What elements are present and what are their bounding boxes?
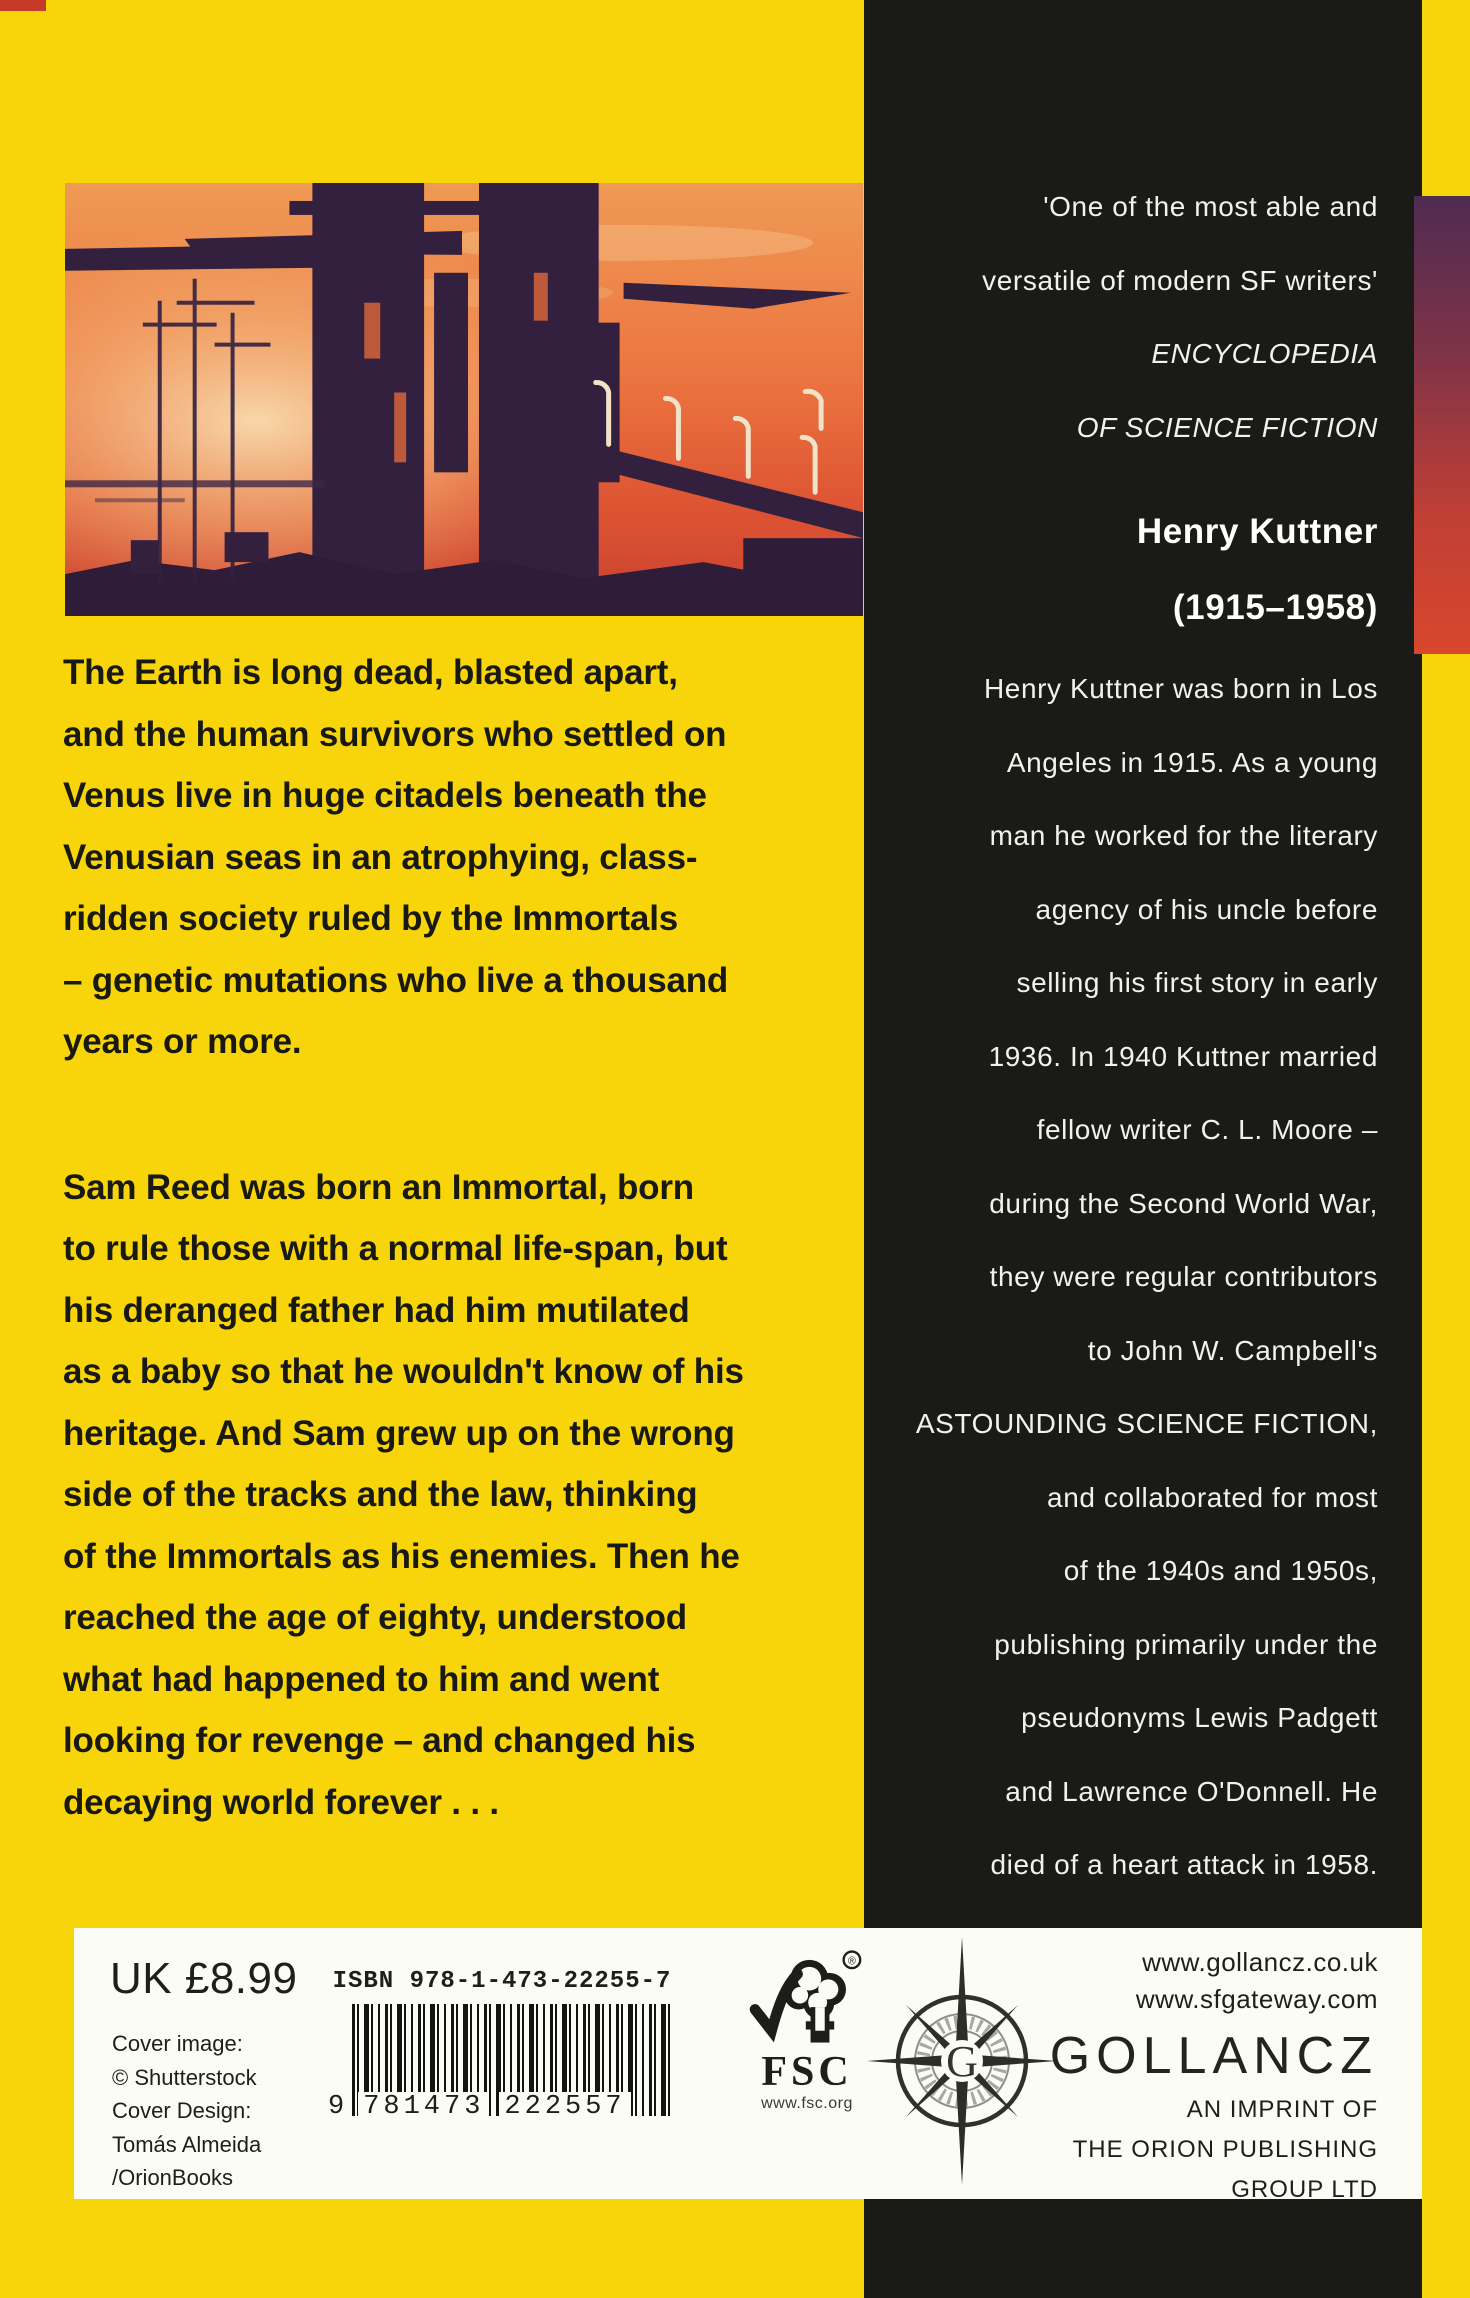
blurb-paragraph-2 bbox=[63, 1157, 868, 1834]
author-bio-line: publishing primarily under the bbox=[994, 1628, 1378, 1660]
blurb-line: ridden society ruled by the Immortals bbox=[63, 899, 678, 938]
registered-mark: ® bbox=[847, 1955, 856, 1968]
author-bio-line: and collaborated for most bbox=[1047, 1481, 1378, 1513]
spine-color-block bbox=[1414, 196, 1470, 654]
review-quote-line: 'One of the most able and bbox=[1043, 191, 1378, 222]
author-bio-line: during the Second World War, bbox=[989, 1187, 1378, 1219]
blurb-line: and the human survivors who settled on bbox=[63, 714, 727, 754]
footer-strip bbox=[74, 1928, 1422, 2203]
fsc-label: FSC bbox=[761, 2049, 853, 2095]
author-years: (1915–1958) bbox=[1172, 588, 1378, 627]
author-name: Henry Kuttner bbox=[1136, 512, 1378, 551]
barcode-digit-group: 222557 bbox=[499, 2092, 630, 2122]
barcode-digits bbox=[326, 2092, 631, 2122]
cover-credits bbox=[112, 2027, 261, 2195]
author-bio-line: died of a heart attack in 1958. bbox=[990, 1849, 1378, 1880]
blurb-line: his deranged father had him mutilated bbox=[63, 1290, 690, 1330]
gollancz-compass-icon bbox=[857, 1932, 1067, 2190]
author-bio-line: fellow writer C. L. Moore – bbox=[1036, 1114, 1378, 1145]
blurb-line: heritage. And Sam grew up on the wrong bbox=[63, 1413, 735, 1453]
blurb-line: Sam Reed was born an Immortal, born bbox=[63, 1167, 694, 1207]
review-quote-line: versatile of modern SF writers' bbox=[982, 264, 1378, 296]
back-cover-blurb bbox=[63, 642, 868, 1833]
credit-line: © Shutterstock bbox=[112, 2064, 257, 2090]
author-bio-line: selling his first story in early bbox=[1016, 967, 1378, 998]
barcode-digit-group: 781473 bbox=[358, 2092, 489, 2122]
blurb-paragraph-1 bbox=[63, 642, 868, 1073]
quote-source-line: ENCYCLOPEDIA bbox=[1151, 338, 1378, 369]
publisher-websites bbox=[1050, 1944, 1378, 2018]
review-quote bbox=[870, 170, 1378, 317]
author-bio-line: ASTOUNDING SCIENCE FICTION, bbox=[915, 1408, 1378, 1439]
blurb-line: decaying world forever . . . bbox=[63, 1782, 499, 1822]
publisher-website: www.sfgateway.com bbox=[1135, 1984, 1378, 2014]
review-quote-source bbox=[870, 317, 1378, 464]
publisher-block bbox=[1050, 1944, 1378, 2210]
barcode-digit-group: 9 bbox=[328, 2092, 349, 2122]
blurb-line: side of the tracks and the law, thinking bbox=[63, 1475, 698, 1514]
author-bio-line: man he worked for the literary bbox=[989, 820, 1378, 851]
cover-artwork bbox=[65, 183, 863, 616]
isbn-block bbox=[326, 1968, 678, 2138]
credit-line: Cover Design: bbox=[112, 2098, 252, 2123]
blurb-line: Venus live in huge citadels beneath the bbox=[63, 776, 707, 815]
sunset-cityscape-illustration bbox=[65, 183, 863, 616]
credit-line: Tomás Almeida bbox=[112, 2131, 262, 2157]
blurb-line: to rule those with a normal life-span, but bbox=[63, 1229, 728, 1268]
blurb-line: looking for revenge – and changed his bbox=[63, 1721, 696, 1760]
blurb-line: reached the age of eighty, understood bbox=[63, 1598, 687, 1637]
credit-line: Cover image: bbox=[112, 2031, 243, 2056]
author-bio-line: pseudonyms Lewis Padgett bbox=[1021, 1702, 1378, 1733]
price-label: UK £8.99 bbox=[110, 1954, 298, 2003]
author-bio-line: to John W. Campbell's bbox=[1087, 1334, 1378, 1366]
imprint-line: AN IMPRINT OF bbox=[1186, 2096, 1378, 2123]
author-heading bbox=[870, 494, 1378, 646]
gollancz-logotype: GOLLANCZ bbox=[1049, 2027, 1378, 2085]
author-bio-line: they were regular contributors bbox=[989, 1261, 1378, 1292]
blurb-line: years or more. bbox=[63, 1022, 302, 1061]
author-bio-line: Angeles in 1915. As a young bbox=[1006, 746, 1378, 778]
author-bio-line: 1936. In 1940 Kuttner married bbox=[988, 1040, 1378, 1072]
publisher-website: www.gollancz.co.uk bbox=[1142, 1947, 1378, 1977]
author-bio bbox=[870, 652, 1378, 1902]
blurb-line: Venusian seas in an atrophying, class- bbox=[63, 837, 698, 877]
credit-line: /OrionBooks bbox=[112, 2165, 234, 2190]
fsc-url: www.fsc.org bbox=[761, 2095, 853, 2112]
isbn-label: ISBN 978-1-473-22255-7 bbox=[332, 1968, 672, 1995]
fsc-tree-icon bbox=[747, 1948, 867, 2052]
author-bio-line: agency of his uncle before bbox=[1035, 893, 1378, 925]
author-bio-line: Henry Kuttner was born in Los bbox=[983, 673, 1378, 704]
author-bio-line: of the 1940s and 1950s, bbox=[1063, 1555, 1378, 1586]
imprint-line: GROUP LTD bbox=[1231, 2176, 1378, 2203]
blurb-line: The Earth is long dead, blasted apart, bbox=[63, 653, 678, 692]
blurb-line: – genetic mutations who live a thousand bbox=[63, 960, 729, 1000]
blurb-line: what had happened to him and went bbox=[63, 1659, 660, 1699]
author-bio-line: and Lawrence O'Donnell. He bbox=[1005, 1775, 1378, 1807]
quote-source-line: OF SCIENCE FICTION bbox=[1076, 411, 1378, 443]
compass-letter: G bbox=[946, 2037, 978, 2086]
imprint-line: THE ORION PUBLISHING bbox=[1072, 2136, 1378, 2163]
blurb-line: of the Immortals as his enemies. Then he bbox=[63, 1536, 740, 1576]
blurb-line: as a baby so that he wouldn't know of his bbox=[63, 1352, 744, 1391]
imprint-lines bbox=[1050, 2090, 1378, 2210]
scan-artifact-mark bbox=[0, 0, 46, 11]
